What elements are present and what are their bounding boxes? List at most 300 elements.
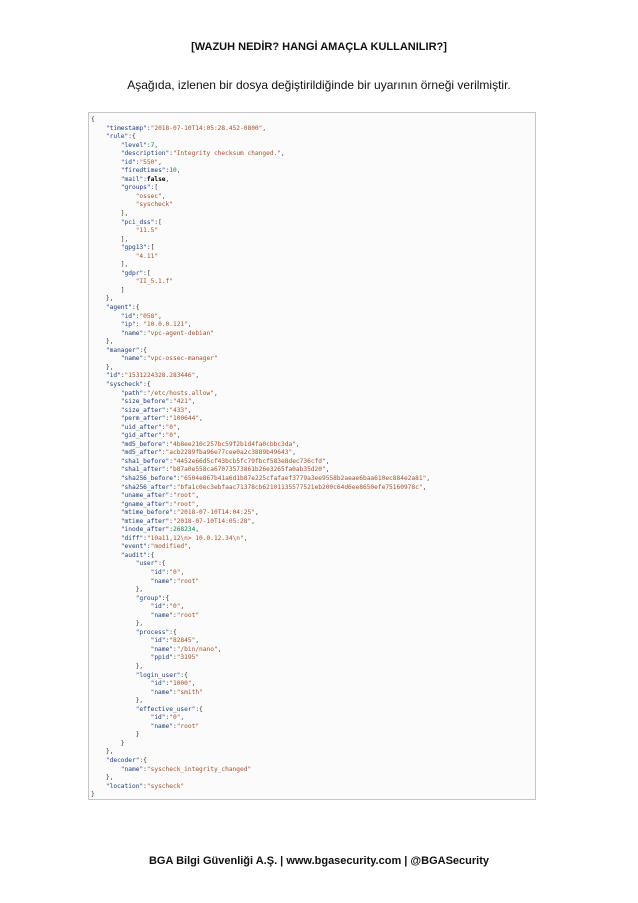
code-token [91, 133, 106, 140]
code-token: }, [91, 697, 144, 705]
code-line [91, 407, 535, 416]
code-line [91, 219, 535, 228]
code-line [91, 227, 535, 236]
code-line [91, 184, 535, 193]
code-line [91, 424, 535, 433]
code-line [91, 398, 535, 407]
code-token: :{ [139, 757, 147, 765]
code-line [91, 321, 535, 330]
code-token [91, 783, 106, 790]
code-token: : [169, 492, 173, 500]
code-token: , [176, 432, 181, 440]
code-line [91, 783, 535, 792]
code-token: "4452e66d5cf43bcb5fc79fbcf583e8dec736cfd" [172, 457, 326, 465]
code-token: "ppid" [150, 654, 173, 662]
code-line [91, 663, 535, 672]
code-token: } [91, 731, 140, 739]
code-token [91, 637, 151, 644]
code-token: : [169, 457, 173, 465]
code-token: "firedtimes" [120, 167, 166, 175]
code-token: "550" [139, 158, 159, 166]
code-token: "group" [135, 594, 162, 602]
code-token: : [143, 389, 147, 397]
code-token: "manager" [105, 346, 140, 354]
code-token: : [172, 722, 177, 730]
code-line [91, 441, 535, 450]
code-token: , [191, 398, 196, 406]
code-token: "name" [150, 722, 173, 730]
code-token: , [295, 440, 300, 448]
code-token: "size_before" [120, 398, 170, 406]
code-token: :[ [150, 184, 159, 192]
code-token: "433" [169, 406, 188, 414]
code-line [91, 244, 535, 253]
code-token: "sha1_before" [120, 457, 170, 465]
code-token: "10a11,12\n> 10.0.12.34\n" [146, 534, 244, 542]
code-token: : [172, 645, 177, 653]
code-token: "1531224328.283446" [124, 372, 196, 380]
code-line [91, 347, 535, 356]
code-line [91, 560, 535, 569]
code-token: "groups" [120, 184, 151, 192]
code-line [91, 372, 535, 381]
code-token: "root" [176, 611, 200, 619]
code-line [91, 167, 535, 176]
code-token [91, 484, 121, 491]
code-token [91, 125, 106, 132]
code-token: : [165, 406, 170, 414]
code-token [91, 526, 121, 533]
code-token: "gdpr" [120, 269, 144, 277]
code-token [91, 552, 121, 559]
code-token: :{ [195, 705, 203, 713]
code-token: "id" [120, 312, 136, 320]
code-token: : [143, 175, 147, 183]
code-token: "vpc-agent-debian" [146, 329, 214, 337]
code-token [91, 603, 151, 610]
code-token: "login_user" [135, 671, 181, 679]
code-token: }, [91, 620, 144, 628]
code-token: : [165, 167, 170, 175]
code-token: :{ [143, 380, 151, 388]
code-token: "root" [172, 500, 196, 508]
code-token: "level" [120, 141, 147, 149]
code-token: : [172, 611, 177, 619]
code-token [91, 449, 121, 456]
code-token: : [169, 398, 173, 406]
code-token: "smith" [176, 688, 203, 696]
code-token: "root" [172, 492, 196, 500]
code-token: : [165, 680, 170, 688]
code-token: , [180, 603, 185, 611]
code-token: "name" [120, 329, 144, 337]
code-token [91, 424, 121, 431]
code-line [91, 466, 535, 475]
code-token: }, [91, 586, 144, 594]
code-token [91, 227, 136, 234]
code-line [91, 518, 535, 527]
code-line [91, 125, 535, 134]
code-token: : [165, 440, 170, 448]
code-token: : [172, 577, 177, 585]
code-token: , [251, 517, 255, 525]
code-token [91, 372, 106, 379]
code-token [91, 501, 121, 508]
code-line [91, 381, 535, 390]
code-line [91, 766, 535, 775]
code-token [91, 330, 121, 337]
code-token [91, 398, 121, 405]
code-token: "6504e867b41a6d1b87e225cfafaef3779a3ee9558b2aeae6baa610ec884e2a81" [180, 474, 427, 482]
code-token: : [143, 782, 147, 790]
code-token [91, 159, 121, 166]
code-token: : [161, 449, 166, 457]
code-token: , [262, 124, 267, 132]
code-token: "md5_after" [120, 449, 162, 457]
code-token [91, 689, 151, 696]
code-token [91, 543, 121, 550]
code-line [91, 415, 535, 424]
code-token: , [426, 474, 431, 482]
code-token: "2018-07-10T14:05:28.452-0800" [150, 124, 263, 132]
code-token: "10.0.0.121" [143, 321, 188, 329]
code-token: : [165, 714, 170, 722]
code-token: "name" [150, 645, 173, 653]
code-token [91, 313, 121, 320]
code-line [91, 578, 535, 587]
code-token: "bfa1c0ec3ebfaac71378cb62101135577521eb200c64d6ee8650efe75160978c" [176, 483, 423, 491]
code-token: "Integrity checksum changed." [172, 150, 282, 158]
code-line [91, 330, 535, 339]
code-line [91, 774, 535, 783]
code-line [91, 526, 535, 535]
code-token: "name" [120, 765, 144, 773]
code-token: "rule" [105, 133, 129, 141]
code-token: : [135, 158, 140, 166]
code-token [91, 150, 121, 157]
code-line [91, 287, 535, 296]
code-line [91, 133, 535, 142]
code-line [91, 637, 535, 646]
code-line [91, 612, 535, 621]
code-token: : [172, 509, 177, 517]
code-token [91, 415, 121, 422]
code-token [91, 244, 121, 251]
code-token: : [146, 543, 151, 551]
code-token: "decoder" [105, 757, 140, 765]
code-token: "name" [150, 577, 173, 585]
code-token: "gname_after" [120, 500, 170, 508]
code-token: "11.5" [135, 227, 159, 235]
code-token: } [91, 791, 95, 799]
code-token: : [165, 603, 170, 611]
code-line [91, 210, 535, 219]
code-line [91, 723, 535, 732]
code-token: "name" [150, 688, 173, 696]
code-token: "root" [176, 577, 200, 585]
code-token [91, 723, 151, 730]
code-token: "diff" [120, 534, 144, 542]
code-token: }, [91, 338, 114, 346]
code-line [91, 116, 535, 125]
code-token: "uid_after" [120, 423, 162, 431]
code-line [91, 338, 535, 347]
code-token: "vpc-ossec-manager" [146, 355, 218, 363]
code-token [91, 270, 121, 277]
code-token: "name" [150, 611, 173, 619]
code-token: "421" [172, 398, 192, 406]
code-token: : [161, 432, 166, 440]
code-token [91, 184, 121, 191]
code-line [91, 791, 535, 800]
code-token: : [143, 534, 147, 542]
code-token: "/etc/hosts.allow" [146, 389, 214, 397]
code-token: ], [91, 235, 129, 243]
code-token: "id" [150, 637, 166, 645]
code-token [91, 407, 121, 414]
code-line [91, 757, 535, 766]
code-token [91, 347, 106, 354]
code-token [91, 757, 106, 764]
code-token: , [195, 526, 200, 534]
code-line [91, 492, 535, 501]
code-token: "event" [120, 543, 147, 551]
code-line [91, 629, 535, 638]
code-token: "b87a0e558ca67073573861b26e3265fa0ab35d20" [169, 466, 326, 474]
code-token: "pci_dss" [120, 218, 155, 226]
code-token: , [180, 568, 185, 576]
code-token: "md5_before" [120, 440, 166, 448]
code-token: , [195, 637, 200, 645]
code-line [91, 313, 535, 322]
code-token: "user" [135, 560, 159, 568]
code-token: : [135, 321, 144, 329]
code-token: : [143, 329, 147, 337]
code-token: "2018-07-10T14:04:25" [176, 509, 255, 517]
code-token [91, 612, 151, 619]
code-token: "1000" [169, 680, 192, 688]
code-token: "syscheck" [135, 201, 173, 209]
code-token: , [176, 423, 181, 431]
code-token [91, 355, 121, 362]
code-token: : [169, 526, 173, 534]
code-token [91, 672, 136, 679]
code-token [91, 321, 121, 328]
code-token: : [176, 474, 181, 482]
code-token [91, 441, 121, 448]
code-token: "id" [150, 603, 166, 611]
code-token: : [172, 688, 177, 696]
code-token: :{ [128, 133, 136, 141]
code-token: "/bin/nano" [176, 645, 218, 653]
code-line [91, 458, 535, 467]
code-token [91, 706, 136, 713]
code-token: "path" [120, 389, 144, 397]
code-token [91, 560, 136, 567]
code-token: "syscheck_integrity_changed" [146, 765, 252, 773]
code-token: :{ [146, 551, 155, 559]
code-token: "0" [165, 432, 177, 440]
code-line [91, 236, 535, 245]
code-token: }, [91, 748, 114, 756]
code-token: , [187, 321, 192, 329]
code-line [91, 535, 535, 544]
code-line [91, 740, 535, 749]
code-token: "agent" [105, 304, 132, 312]
code-token [91, 646, 151, 653]
code-line [91, 432, 535, 441]
code-token: "uname_after" [120, 492, 170, 500]
code-token [91, 176, 121, 183]
code-token [91, 458, 121, 465]
code-token: , [281, 150, 285, 158]
code-token: "root" [176, 722, 200, 730]
code-token: "mtime_after" [120, 517, 170, 525]
code-token: "mail" [120, 175, 144, 183]
code-token: : [165, 637, 170, 645]
code-line [91, 731, 535, 740]
code-line [91, 697, 535, 706]
code-line [91, 261, 535, 270]
code-token: "0" [165, 423, 177, 431]
code-token [91, 219, 121, 226]
code-line [91, 552, 535, 561]
code-token [91, 595, 136, 602]
code-token [91, 142, 121, 149]
code-token: "acb2289fba96e77cee0a2c3889b49643" [165, 449, 293, 457]
code-token: { [91, 116, 95, 123]
code-token: :{ [158, 560, 166, 568]
code-token: "ossec" [135, 192, 162, 200]
code-line [91, 278, 535, 287]
code-line [91, 270, 535, 279]
code-token: "2018-07-10T14:05:28" [172, 517, 252, 525]
code-token: : [165, 568, 170, 576]
code-token: "0" [169, 714, 181, 722]
code-token: , [213, 389, 218, 397]
code-token: "syscheck" [146, 782, 185, 790]
code-token: "gid_after" [120, 432, 162, 440]
code-token: :{ [139, 346, 147, 354]
code-token: ], [91, 210, 129, 218]
code-token: ], [91, 261, 129, 269]
code-token: : [161, 423, 166, 431]
code-line [91, 569, 535, 578]
code-token [91, 578, 151, 585]
intro-paragraph: Aşağıda, izlenen bir dosya değiştirildiğinde bir uyarının örneği verilmiştir. [127, 78, 511, 92]
code-line [91, 603, 535, 612]
code-token: "100644" [169, 415, 200, 423]
code-line [91, 689, 535, 698]
code-token [91, 569, 151, 576]
code-token: , [325, 466, 330, 474]
code-token [91, 492, 121, 499]
code-token: "058" [139, 312, 159, 320]
code-line [91, 484, 535, 493]
code-token [91, 253, 136, 260]
code-token: "audit" [120, 551, 147, 559]
code-token: ] [91, 286, 125, 294]
code-line [91, 253, 535, 262]
code-token [91, 390, 121, 397]
code-token: :{ [161, 594, 170, 602]
code-line [91, 150, 535, 159]
code-token [91, 466, 121, 473]
code-token: :{ [131, 304, 140, 312]
code-token: "id" [150, 568, 166, 576]
code-token: , [187, 543, 192, 551]
code-token [91, 714, 151, 721]
code-line [91, 501, 535, 510]
code-line [91, 620, 535, 629]
code-token: : [169, 517, 173, 525]
code-token: : [165, 466, 170, 474]
code-token: 7 [150, 141, 155, 149]
code-line [91, 159, 535, 168]
code-token: "syscheck" [105, 380, 144, 388]
page-footer: BGA Bilgi Güvenliği A.Ş. | www.bgasecurity.com | @BGASecurity [148, 855, 490, 867]
code-token: "4b8ee210c257bc59f2b1d4fa0cbbc3da" [169, 440, 296, 448]
code-token [91, 201, 136, 208]
code-token [91, 629, 136, 636]
code-token: :[ [146, 244, 155, 252]
code-token [91, 518, 121, 525]
code-token: , [195, 372, 200, 380]
code-token: "mtime_before" [120, 509, 173, 517]
code-line [91, 586, 535, 595]
code-token: , [195, 492, 200, 500]
code-line [91, 142, 535, 151]
code-token: , [161, 192, 166, 200]
code-token: 10 [169, 167, 177, 175]
code-token: : [172, 483, 177, 491]
code-line [91, 449, 535, 458]
code-token: :{ [169, 628, 177, 636]
code-token: false [146, 175, 166, 183]
code-token: "ip" [120, 321, 136, 329]
code-line [91, 304, 535, 313]
code-token: , [243, 534, 248, 542]
code-token: "inode_after" [120, 526, 170, 534]
code-token: }, [91, 363, 114, 371]
code-token: : [143, 765, 147, 773]
code-token [91, 680, 151, 687]
code-line [91, 509, 535, 518]
code-token: , [187, 406, 192, 414]
code-token: , [217, 645, 222, 653]
code-token: : [120, 372, 125, 380]
code-token: : [165, 415, 170, 423]
code-token: "location" [105, 782, 144, 790]
json-code-content [89, 113, 535, 800]
code-token: , [154, 141, 159, 149]
code-token: , [191, 680, 196, 688]
code-token: "0" [169, 603, 181, 611]
code-line [91, 672, 535, 681]
code-token: , [158, 158, 162, 166]
code-token: "id" [150, 680, 166, 688]
code-token: , [165, 175, 170, 183]
code-token: } [91, 739, 125, 747]
code-token: "id" [105, 372, 121, 380]
code-token: "modified" [150, 543, 188, 551]
code-token: "sha256_after" [120, 483, 173, 491]
code-line [91, 475, 535, 484]
code-line [91, 543, 535, 552]
code-token: "size_after" [120, 406, 166, 414]
code-token: : [135, 312, 140, 320]
code-token [91, 278, 136, 285]
